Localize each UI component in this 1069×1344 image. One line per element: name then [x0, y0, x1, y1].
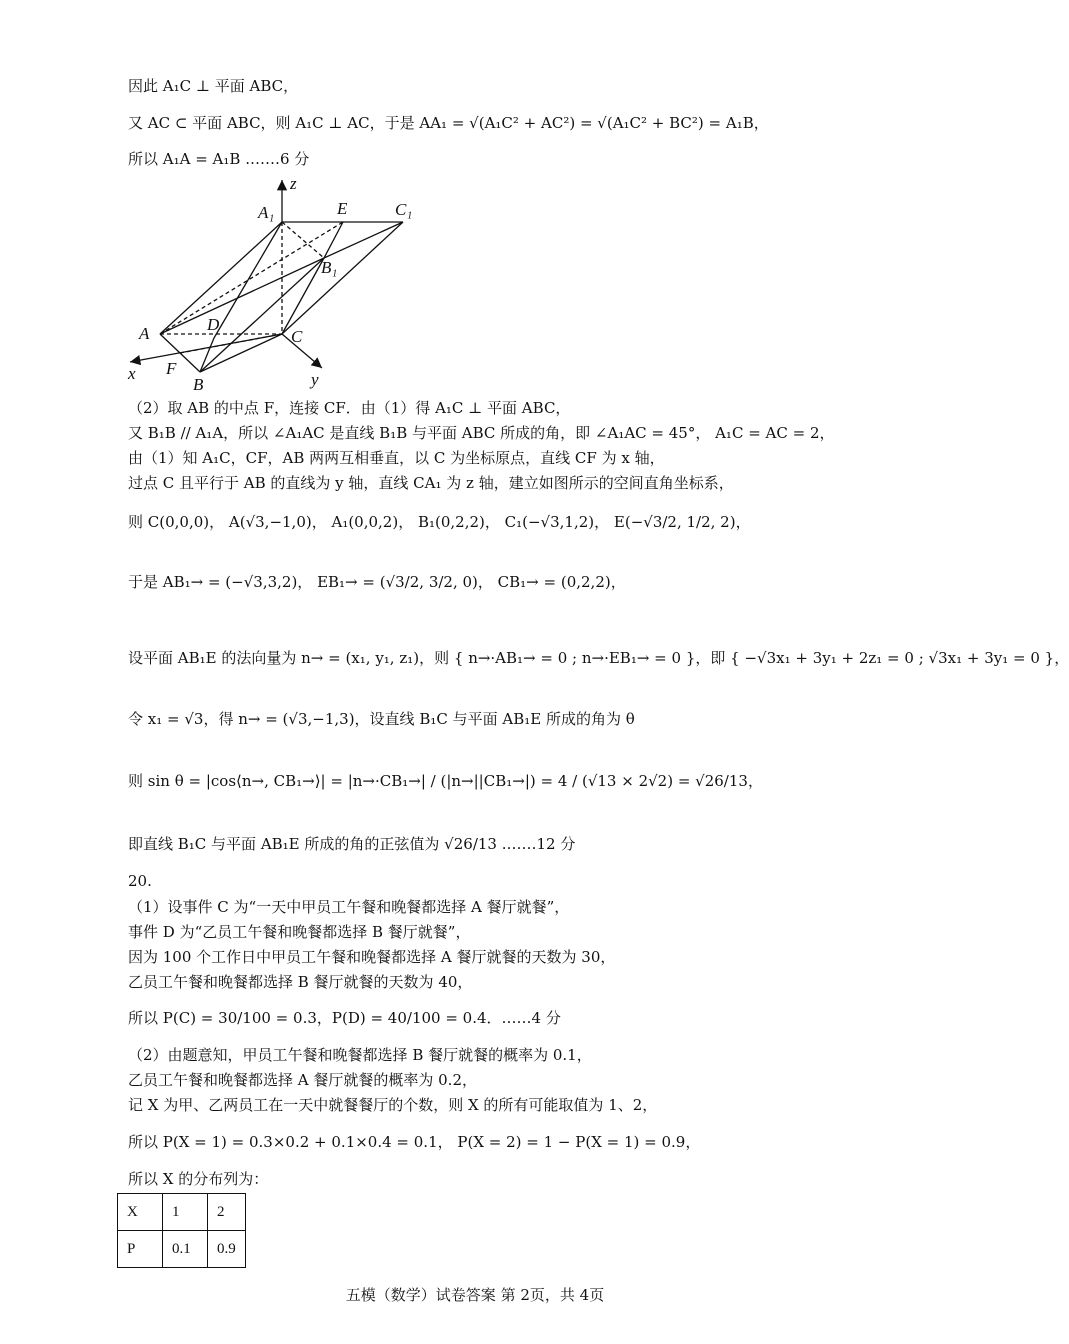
label-B: B [193, 375, 204, 394]
table-cell: 2 [208, 1194, 246, 1231]
label-y: y [311, 370, 319, 389]
text-line-5: 又 B₁B // A₁A，所以 ∠A₁AC 是直线 B₁B 与平面 ABC 所成的角，即 ∠A₁AC = 45°， A₁C = AC = 2， [128, 424, 835, 442]
text-line-12: 则 sin θ = |cos⟨n→, CB₁→⟩| = |n→·CB₁→| / (|n→||CB₁→|) = 4 / (√13 × 2√2) = √26/13， [128, 772, 763, 790]
table-cell: P [118, 1231, 163, 1268]
text-line-13: 即直线 B₁C 与平面 AB₁E 所成的角的正弦值为 √26/13 .……12 分 [128, 835, 576, 853]
label-x: x [128, 364, 136, 383]
table-cell: 1 [163, 1194, 208, 1231]
text-line-6: 由（1）知 A₁C，CF，AB 两两互相垂直，以 C 为坐标原点，直线 CF 为 x 轴， [128, 449, 665, 467]
table-cell: 0.9 [208, 1231, 246, 1268]
text-line-9: 于是 AB₁→ = (−√3,3,2)， EB₁→ = (√3/2, 3/2, 0)， CB₁→ = (0,2,2)， [128, 573, 626, 591]
distribution-table [117, 1193, 246, 1268]
text-line-10: 设平面 AB₁E 的法向量为 n→ = (x₁, y₁, z₁)，则 { n→·AB₁→ = 0 ; n→·EB₁→ = 0 }，即 { −√3x₁ + 3y₁ + 2z₁ = 0 ; √3x₁ + 3y₁ = 0 }， [128, 649, 1069, 667]
table-cell: X [118, 1194, 163, 1231]
text-line-17: 因为 100 个工作日中甲员工午餐和晚餐都选择 A 餐厅就餐的天数为 30， [128, 948, 616, 966]
page-footer: 五模（数学）试卷答案 第 2页，共 4页 [345, 1286, 605, 1304]
text-line-15: （1）设事件 C 为“一天中甲员工午餐和晚餐都选择 A 餐厅就餐”， [128, 898, 570, 916]
text-line-23: 所以 P(X = 1) = 0.3×0.2 + 0.1×0.4 = 0.1， P(X = 2) = 1 − P(X = 1) = 0.9， [128, 1133, 701, 1151]
label-A: A [139, 324, 150, 343]
text-line-18: 乙员工午餐和晚餐都选择 B 餐厅就餐的天数为 40， [128, 973, 473, 991]
prism-figure [120, 168, 440, 393]
text-line-11: 令 x₁ = √3，得 n→ = (√3,−1,3)，设直线 B₁C 与平面 AB₁E 所成的角为 θ [128, 710, 635, 728]
label-F: F [166, 359, 177, 378]
text-line-24: 所以 X 的分布列为： [128, 1170, 269, 1188]
label-B1: B₁ [321, 258, 338, 277]
text-line-20: （2）由题意知，甲员工午餐和晚餐都选择 B 餐厅就餐的概率为 0.1， [128, 1046, 592, 1064]
label-D: D [207, 315, 220, 334]
text-line-4: （2）取 AB 的中点 F，连接 CF．由（1）得 A₁C ⊥ 平面 ABC， [128, 399, 571, 417]
table-row [118, 1231, 246, 1268]
text-line-1: 因此 A₁C ⊥ 平面 ABC， [128, 77, 299, 95]
table-row [118, 1194, 246, 1231]
question-number: 20. [128, 872, 152, 890]
text-line-2: 又 AC ⊂ 平面 ABC，则 A₁C ⊥ AC，于是 AA₁ = √(A₁C² + AC²) = √(A₁C² + BC²) = A₁B， [128, 114, 769, 132]
text-line-22: 记 X 为甲、乙两员工在一天中就餐餐厅的个数，则 X 的所有可能取值为 1、2， [128, 1096, 658, 1114]
label-z: z [290, 174, 297, 193]
text-line-3: 所以 A₁A = A₁B .……6 分 [128, 150, 310, 168]
text-line-19: 所以 P(C) = 30/100 = 0.3，P(D) = 40/100 = 0.4．……4 分 [128, 1009, 561, 1027]
label-E: E [337, 199, 348, 218]
label-C: C [291, 327, 303, 346]
label-C1: C₁ [395, 200, 413, 219]
text-line-7: 过点 C 且平行于 AB 的直线为 y 轴，直线 CA₁ 为 z 轴，建立如图所示的空间直角坐标系， [128, 474, 734, 492]
text-line-8: 则 C(0,0,0)， A(√3,−1,0)， A₁(0,0,2)， B₁(0,2,2)， C₁(−√3,1,2)， E(−√3/2, 1/2, 2)， [128, 513, 751, 531]
text-line-21: 乙员工午餐和晚餐都选择 A 餐厅就餐的概率为 0.2， [128, 1071, 477, 1089]
label-A1: A₁ [258, 203, 275, 222]
table-cell: 0.1 [163, 1231, 208, 1268]
text-line-16: 事件 D 为“乙员工午餐和晚餐都选择 B 餐厅就餐”， [128, 923, 471, 941]
